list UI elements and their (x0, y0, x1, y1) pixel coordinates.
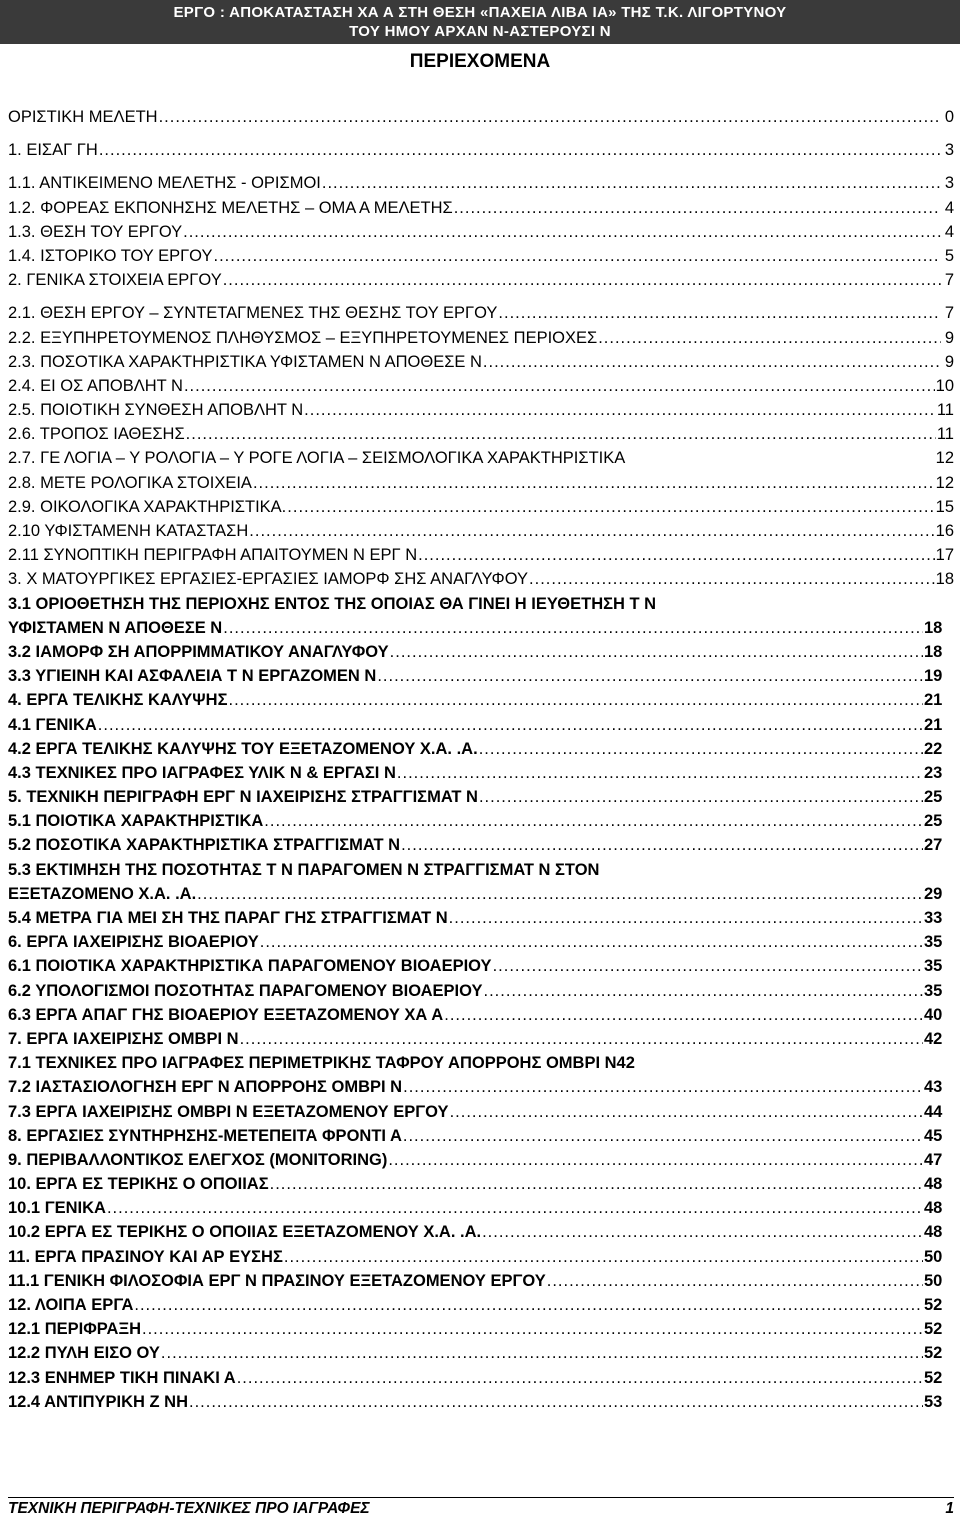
toc-entry-page: 10 (935, 376, 954, 395)
toc-entry[interactable] (8, 1344, 954, 1368)
toc-entry-page: 48 (924, 1223, 943, 1242)
toc-entry[interactable] (8, 199, 954, 223)
page-title: ΠΕΡΙΕΧΟΜΕΝΑ (409, 51, 551, 72)
toc-entry-title: 5.1 ΠΟΙΟΤΙΚΑ ΧΑΡΑΚΤΗΡΙΣΤΙΚΑ (8, 812, 264, 831)
toc-leader-dots (498, 304, 941, 323)
footer-title: ΤΕΧΝΙΚΗ ΠΕΡΙΓΡΑΦΗ-ΤΕΧΝΙΚΕΣ ΠΡΟ ΙΑΓΡΑΦΕΣ (8, 1500, 370, 1517)
toc-leader-dots (479, 740, 923, 759)
toc-entry[interactable] (8, 643, 954, 667)
toc-entry[interactable] (8, 957, 954, 981)
toc-entry-page: 35 (924, 957, 943, 976)
toc-entry-title: 11. ΕΡΓΑ ΠΡΑΣΙΝΟΥ ΚΑΙ ΑΡ ΕΥΣΗΣ (8, 1247, 283, 1266)
toc-entry[interactable] (8, 1175, 954, 1199)
toc-leader-dots (223, 619, 923, 638)
toc-entry-title: 5.2 ΠΟΣΟΤΙΚΑ ΧΑΡΑΚΤΗΡΙΣΤΙΚΑ ΣΤΡΑΓΓΙΣΜΑΤ Ν (8, 836, 401, 855)
toc-entry-title: 10.2 ΕΡΓΑ ΕΣ ΤΕΡΙΚΗΣ Ο ΟΠΟΙΙΑΣ ΕΞΕΤΑΖΟΜΕΝΟΥ Χ.Α. .Α. (8, 1223, 482, 1242)
toc-leader-dots (214, 247, 942, 266)
toc-entry-page: 9 (944, 328, 954, 347)
toc-entry[interactable] (8, 812, 954, 836)
toc-entry-title: 1.3. ΘΕΣΗ ΤΟΥ ΕΡΓΟΥ (8, 222, 183, 241)
toc-entry-title: 7. ΕΡΓΑ ΙΑΧΕΙΡΙΣΗΣ ΟΜΒΡΙ Ν (8, 1029, 239, 1048)
toc-entry[interactable] (8, 1151, 954, 1175)
toc-leader-dots (377, 667, 923, 686)
document-header (0, 0, 960, 44)
toc-entry-page: 3 (944, 141, 954, 160)
toc-entry[interactable] (8, 909, 954, 933)
toc-entry[interactable] (8, 425, 954, 449)
toc-entry-page: 35 (924, 933, 943, 952)
toc-entry-page: 4 (944, 198, 954, 217)
toc-leader-dots (529, 570, 935, 589)
toc-leader-dots (260, 933, 923, 952)
toc-entry-page: 25 (924, 788, 943, 807)
toc-leader-dots (418, 546, 935, 565)
toc-entry[interactable] (8, 377, 954, 401)
toc-entry[interactable] (8, 1369, 954, 1393)
toc-entry[interactable] (8, 1006, 954, 1030)
toc-leader-dots (450, 1103, 923, 1122)
toc-leader-dots (253, 474, 935, 493)
toc-entry-title: 3.2 ΙΑΜΟΡΦ ΣΗ ΑΠΟΡΡΙΜΜΑΤΙΚΟΥ ΑΝΑΓΛΥΦΟΥ (8, 642, 389, 661)
toc-entry-page: 23 (924, 763, 943, 782)
toc-entry-title: 10.1 ΓΕΝΙΚΑ (8, 1199, 106, 1218)
toc-leader-dots (237, 1369, 923, 1388)
toc-entry[interactable] (8, 174, 954, 198)
toc-entry-title: 12.3 ΕΝΗΜΕΡ ΤΙΚΗ ΠΙΝΑΚΙ Α (8, 1368, 236, 1387)
toc-entry-title: 6.3 ΕΡΓΑ ΑΠΑΓ ΓΗΣ ΒΙΟΑΕΡΙΟΥ ΕΞΕΤΑΖΟΜΕΝΟΥ ΧΑ Α (8, 1005, 444, 1024)
toc-leader-dots (184, 377, 935, 396)
toc-entry-page: 52 (924, 1344, 943, 1363)
toc-leader-dots (142, 1320, 923, 1339)
toc-entry-title: 1.2. ΦΟΡΕΑΣ ΕΚΠΟΝΗΣΗΣ ΜΕΛΕΤΗΣ – ΟΜΑ Α ΜΕΛΕΤΗΣ (8, 198, 453, 217)
toc-leader-dots (322, 174, 941, 193)
toc-entry-page: 47 (924, 1150, 943, 1169)
toc-entry[interactable] (8, 740, 954, 764)
toc-entry-title: 6.1 ΠΟΙΟΤΙΚΑ ΧΑΡΑΚΤΗΡΙΣΤΙΚΑ ΠΑΡΑΓΟΜΕΝΟΥ ΒΙΟΑΕΡΙΟΥ (8, 957, 492, 976)
page-number: 1 (945, 1500, 954, 1517)
toc-entry[interactable] (8, 1199, 954, 1223)
toc-entry-title: 1.4. ΙΣΤΟΡΙΚΟ ΤΟΥ ΕΡΓΟΥ (8, 246, 213, 265)
toc-entry-page: 52 (924, 1368, 943, 1387)
toc-entry-page: 50 (924, 1271, 943, 1290)
toc-entry-page: 29 (924, 884, 943, 903)
toc-leader-dots (287, 498, 934, 517)
toc-leader-dots (159, 108, 941, 127)
toc-leader-dots (264, 812, 923, 831)
toc-entry-title: ΥΦΙΣΤΑΜΕΝ Ν ΑΠΟΘΕΣΕ Ν (8, 618, 223, 637)
toc-leader-dots (189, 1393, 923, 1412)
toc-entry-page: 7 (944, 304, 954, 323)
toc-entry[interactable] (8, 247, 954, 271)
toc-entry-title: 4.3 ΤΕΧΝΙΚΕΣ ΠΡΟ ΙΑΓΡΑΦΕΣ ΥΛΙΚ Ν & ΕΡΓΑΣΙ Ν (8, 763, 396, 782)
toc-entry[interactable] (8, 449, 954, 473)
header-line-1: ΕΡΓΟ : ΑΠΟΚΑΤΑΣΤΑΣΗ ΧΑ Α ΣΤΗ ΘΕΣΗ «ΠΑΧΕΙΑ ΛΙΒΑ ΙΑ» ΤΗΣ Τ.Κ. ΛΙΓΟΡΤΥΝΟΥ (173, 4, 787, 21)
toc-leader-dots (183, 223, 941, 242)
toc-leader-dots (186, 425, 936, 444)
toc-entry-title: 2.3. ΠΟΣΟΤΙΚΑ ΧΑΡΑΚΤΗΡΙΣΤΙΚΑ ΥΦΙΣΤΑΜΕΝ Ν ΑΠΟΘΕΣΕ Ν (8, 352, 482, 371)
toc-leader-dots (249, 522, 934, 541)
toc-entry-title: 2.11 ΣΥΝΟΠΤΙΚΗ ΠΕΡΙΓΡΑΦΗ ΑΠΑΙΤΟΥΜΕΝ Ν ΕΡΓ Ν (8, 546, 418, 565)
toc-entry-title: 6. ΕΡΓΑ ΙΑΧΕΙΡΙΣΗΣ ΒΙΟΑΕΡΙΟΥ (8, 933, 259, 952)
toc-entry-page: 4 (944, 222, 954, 241)
toc-entry-title: ΕΞΕΤΑΖΟΜΕΝΟ Χ.Α. .Α. (8, 884, 197, 903)
toc-entry[interactable] (8, 1393, 954, 1417)
toc-entry-page: 44 (924, 1102, 943, 1121)
toc-leader-dots (98, 716, 923, 735)
toc-leader-dots (397, 764, 923, 783)
toc-leader-dots (449, 909, 923, 928)
toc-entry-title: 12. ΛΟΙΠΑ ΕΡΓΑ (8, 1296, 134, 1314)
toc-leader-dots (228, 691, 923, 710)
toc-entry-title: 2.2. ΕΞΥΠΗΡΕΤΟΥΜΕΝΟΣ ΠΛΗΘΥΣΜΟΣ – ΕΞΥΠΗΡΕΤΟΥΜΕΝΕΣ ΠΕΡΙΟΧΕΣ (8, 328, 598, 347)
toc-entry-page: 15 (935, 497, 954, 516)
toc-entry[interactable] (8, 788, 954, 812)
toc-entry-title: 9. ΠΕΡΙΒΑΛΛΟΝΤΙΚΟΣ ΕΛΕΓΧΟΣ (MONITORING) (8, 1150, 388, 1169)
toc-entry-page: 5 (944, 246, 954, 265)
toc-entry-title: 4.2 ΕΡΓΑ ΤΕΛΙΚΗΣ ΚΑΛΥΨΗΣ ΤΟΥ ΕΞΕΤΑΖΟΜΕΝΟΥ Χ.Α. .Α. (8, 739, 478, 758)
toc-entry-page: 43 (924, 1078, 943, 1097)
toc-entry[interactable] (8, 474, 954, 498)
toc-entry-page: 16 (935, 522, 954, 540)
toc-leader-dots (401, 836, 923, 855)
toc-entry[interactable] (8, 1054, 954, 1078)
toc-entry-title: 8. ΕΡΓΑΣΙΕΣ ΣΥΝΤΗΡΗΣΗΣ-ΜΕΤΕΠΕΙΤΑ ΦΡΟΝΤΙ Α (8, 1126, 402, 1145)
toc-leader-dots (240, 1030, 923, 1049)
toc-entry-title: 4. ΕΡΓΑ ΤΕΛΙΚΗΣ ΚΑΛΥΨΗΣ (8, 691, 228, 710)
toc-entry-title: ΟΡΙΣΤΙΚΗ ΜΕΛΕΤΗ (8, 108, 158, 126)
toc-entry-page: 18 (935, 570, 954, 589)
toc-entry[interactable] (8, 546, 954, 570)
toc-entry-title: 1. ΕΙΣΑΓ ΓΗ (8, 141, 98, 160)
toc-leader-dots (444, 1006, 923, 1025)
toc-entry-title: 1.1. ΑΝΤΙΚΕΙΜΕΝΟ ΜΕΛΕΤΗΣ - ΟΡΙΣΜΟΙ (8, 174, 321, 193)
toc-entry[interactable] (8, 1078, 954, 1102)
header-line-2: ΤΟΥ ΗΜΟΥ ΑΡΧΑΝ Ν-ΑΣΤΕΡΟΥΣΙ Ν (349, 23, 611, 40)
toc-entry-page: 0 (944, 108, 954, 126)
toc-entry-title: 2.1. ΘΕΣΗ ΕΡΓΟΥ – ΣΥΝΤΕΤΑΓΜΕΝΕΣ ΤΗΣ ΘΕΣΗΣ ΤΟΥ ΕΡΓΟΥ (8, 304, 498, 323)
toc-leader-dots (483, 353, 941, 372)
toc-entry[interactable] (8, 1296, 954, 1320)
toc-entry-title: 12.2 ΠΥΛΗ ΕΙΣΟ ΟΥ (8, 1344, 160, 1363)
toc-entry[interactable] (8, 1320, 954, 1344)
toc-leader-dots (484, 982, 923, 1001)
toc-entry-page: 35 (924, 981, 943, 1000)
toc-entry-page: 42 (924, 1029, 943, 1048)
toc-entry-title: 2.10 ΥΦΙΣΤΑΜΕΝΗ ΚΑΤΑΣΤΑΣΗ (8, 522, 249, 540)
toc-entry-title: 12.1 ΠΕΡΙΦΡΑΞΗ (8, 1320, 141, 1339)
toc-entry-page: 53 (924, 1392, 943, 1411)
toc-leader-dots (388, 1151, 923, 1170)
toc-entry-title: 2.4. ΕΙ ΟΣ ΑΠΟΒΛΗΤ Ν (8, 376, 183, 395)
toc-entry[interactable] (8, 141, 954, 165)
toc-entry-title: 2.8. ΜΕΤΕ ΡΟΛΟΓΙΚΑ ΣΤΟΙΧΕΙΑ (8, 473, 252, 492)
toc-leader-dots (403, 1127, 923, 1146)
toc-entry-page: 3 (944, 174, 954, 193)
toc-entry[interactable] (8, 498, 954, 522)
toc-leader-dots (161, 1344, 923, 1363)
toc-entry-title: 7.3 ΕΡΓΑ ΙΑΧΕΙΡΙΣΗΣ ΟΜΒΡΙ Ν ΕΞΕΤΑΖΟΜΕΝΟΥ ΕΡΓΟΥ (8, 1102, 449, 1121)
toc-entry[interactable] (8, 353, 954, 377)
toc-entry-page: 52 (924, 1296, 943, 1314)
toc-entry[interactable] (8, 982, 954, 1006)
toc-entry-page: 27 (924, 836, 943, 855)
toc-entry[interactable] (8, 1248, 954, 1272)
toc-entry-page: 11 (936, 401, 954, 420)
toc-entry-title: 2.5. ΠΟΙΟΤΙΚΗ ΣΥΝΘΕΣΗ ΑΠΟΒΛΗΤ Ν (8, 401, 304, 420)
toc-leader-dots (270, 1175, 923, 1194)
toc-entry[interactable] (8, 691, 954, 715)
toc-entry-page: 40 (924, 1005, 943, 1024)
toc-entry[interactable] (8, 1223, 954, 1247)
toc-entry[interactable] (8, 667, 954, 691)
toc-entry-page: 33 (924, 909, 943, 927)
toc-leader-dots (284, 1248, 923, 1267)
toc-entry-title: 7.2 ΙΑΣΤΑΣΙΟΛΟΓΗΣΗ ΕΡΓ Ν ΑΠΟΡΡΟΗΣ ΟΜΒΡΙ Ν (8, 1078, 403, 1097)
toc-entry-title-line[interactable]: 5.3 ΕΚΤΙΜΗΣΗ ΤΗΣ ΠΟΣΟΤΗΤΑΣ Τ Ν ΠΑΡΑΓΟΜΕΝ Ν ΣΤΡΑΓΓΙΣΜΑΤ Ν ΣΤΟΝ (8, 860, 600, 879)
toc-entry-title: 2. ΓΕΝΙΚΑ ΣΤΟΙΧΕΙΑ ΕΡΓΟΥ (8, 271, 222, 290)
toc-entry-page: 12 (935, 473, 954, 492)
toc-entry-page: 18 (924, 618, 943, 637)
toc-leader-dots (479, 788, 923, 807)
toc-entry-page: 21 (924, 691, 943, 710)
toc-leader-dots (403, 1078, 923, 1097)
toc-entry[interactable] (8, 570, 954, 594)
toc-entry-page: 19 (924, 667, 943, 686)
toc-entry-title: 6.2 ΥΠΟΛΟΓΙΣΜΟΙ ΠΟΣΟΤΗΤΑΣ ΠΑΡΑΓΟΜΕΝΟΥ ΒΙΟΑΕΡΙΟΥ (8, 981, 483, 1000)
toc-entry-title: 5.4 ΜΕΤΡΑ ΓΙΑ ΜΕΙ ΣΗ ΤΗΣ ΠΑΡΑΓ ΓΗΣ ΣΤΡΑΓΓΙΣΜΑΤ Ν (8, 909, 448, 927)
toc-leader-dots (304, 401, 936, 420)
toc-leader-dots (99, 141, 941, 160)
toc-entry[interactable] (8, 764, 954, 788)
toc-entry-title: 12.4 ΑΝΤΙΠΥΡΙΚΗ Ζ ΝΗ (8, 1392, 189, 1411)
toc-leader-dots (197, 885, 923, 904)
toc-entry[interactable] (8, 329, 954, 353)
toc-entry-title: 5. ΤΕΧΝΙΚΗ ΠΕΡΙΓΡΑΦΗ ΕΡΓ Ν ΙΑΧΕΙΡΙΣΗΣ ΣΤΡΑΓΓΙΣΜΑΤ Ν (8, 788, 478, 807)
toc-entry-title: 2.9. ΟΙΚΟΛΟΓΙΚΑ ΧΑΡΑΚΤΗΡΙΣΤΙΚΑ. (8, 497, 287, 516)
toc-entry-page: 11 (936, 425, 954, 444)
toc-entry[interactable] (8, 716, 954, 740)
toc-leader-dots (454, 199, 941, 218)
toc-entry-title: 11.1 ΓΕΝΙΚΗ ΦΙΛΟΣΟΦΙΑ ΕΡΓ Ν ΠΡΑΣΙΝΟΥ ΕΞΕΤΑΖΟΜΕΝΟΥ ΕΡΓΟΥ (8, 1271, 546, 1290)
document-footer (8, 1497, 954, 1518)
toc-leader-dots (223, 271, 941, 290)
toc-entry-page: 9 (944, 352, 954, 371)
toc-entry[interactable] (8, 522, 954, 546)
toc-entry[interactable] (8, 1272, 954, 1296)
toc-entry-title-line[interactable]: 3.1 ΟΡΙΟΘΕΤΗΣΗ ΤΗΣ ΠΕΡΙΟΧΗΣ ΕΝΤΟΣ ΤΗΣ ΟΠΟΙΑΣ ΘΑ ΓΙΝΕΙ Η ΙΕΥΘΕΤΗΣΗ Τ Ν (8, 594, 657, 613)
toc-entry[interactable] (8, 1030, 954, 1054)
toc-entry[interactable] (8, 836, 954, 860)
toc-leader-dots (134, 1296, 923, 1315)
toc-entry[interactable] (8, 619, 954, 643)
toc-entry-page: 50 (924, 1247, 943, 1266)
toc-entry[interactable] (8, 1127, 954, 1151)
toc-entry-title: 3. Χ ΜΑΤΟΥΡΓΙΚΕΣ ΕΡΓΑΣΙΕΣ-ΕΡΓΑΣΙΕΣ ΙΑΜΟΡΦ ΣΗΣ ΑΝΑΓΛΥΦΟΥ (8, 570, 529, 589)
toc-entry-page: 17 (935, 546, 954, 565)
toc-entry-page: 52 (924, 1320, 943, 1339)
toc-entry-page: 45 (924, 1126, 943, 1145)
toc-entry-title: 2.6. ΤΡΟΠΟΣ ΙΑΘΕΣΗΣ (8, 425, 185, 444)
toc-leader-dots (598, 329, 941, 348)
table-of-contents (8, 108, 954, 1417)
toc-entry-page: 48 (924, 1175, 943, 1194)
toc-entry-page: 12 (935, 449, 954, 468)
toc-entry[interactable] (8, 1103, 954, 1127)
toc-entry-title: 3.3 ΥΓΙΕΙΝΗ ΚΑΙ ΑΣΦΑΛΕΙΑ Τ Ν ΕΡΓΑΖΟΜΕΝ Ν (8, 667, 377, 686)
toc-entry-page: 25 (924, 812, 943, 831)
toc-entry[interactable] (8, 885, 954, 909)
toc-entry[interactable] (8, 271, 954, 295)
toc-leader-dots (390, 643, 923, 662)
toc-entry-page: 48 (924, 1199, 943, 1218)
toc-entry[interactable] (8, 108, 954, 132)
toc-entry[interactable] (8, 933, 954, 957)
toc-entry-title: 2.7. ΓΕ ΛΟΓΙΑ – Υ ΡΟΛΟΓΙΑ – Υ ΡΟΓΕ ΛΟΓΙΑ – ΣΕΙΣΜΟΛΟΓΙΚΑ ΧΑΡΑΚΤΗΡΙΣΤΙΚΑ (8, 449, 626, 468)
toc-leader-dots (547, 1272, 923, 1291)
toc-leader-dots (482, 1223, 923, 1242)
toc-entry-page: 22 (924, 739, 943, 758)
toc-entry-page: 7 (944, 271, 954, 290)
toc-entry-page: 18 (924, 642, 943, 661)
toc-entry[interactable] (8, 223, 954, 247)
toc-entry-title: 10. ΕΡΓΑ ΕΣ ΤΕΡΙΚΗΣ Ο ΟΠΟΙΙΑΣ (8, 1175, 269, 1194)
toc-entry-title: 7.1 ΤΕΧΝΙΚΕΣ ΠΡΟ ΙΑΓΡΑΦΕΣ ΠΕΡΙΜΕΤΡΙΚΗΣ ΤΑΦΡΟΥ ΑΠΟΡΡΟΗΣ ΟΜΒΡΙ Ν42 (8, 1054, 635, 1073)
toc-entry-page: 21 (924, 715, 943, 734)
toc-entry-title: 4.1 ΓΕΝΙΚΑ (8, 715, 97, 734)
toc-leader-dots (493, 957, 923, 976)
toc-leader-dots (107, 1199, 923, 1218)
toc-entry[interactable] (8, 401, 954, 425)
toc-entry[interactable] (8, 304, 954, 328)
